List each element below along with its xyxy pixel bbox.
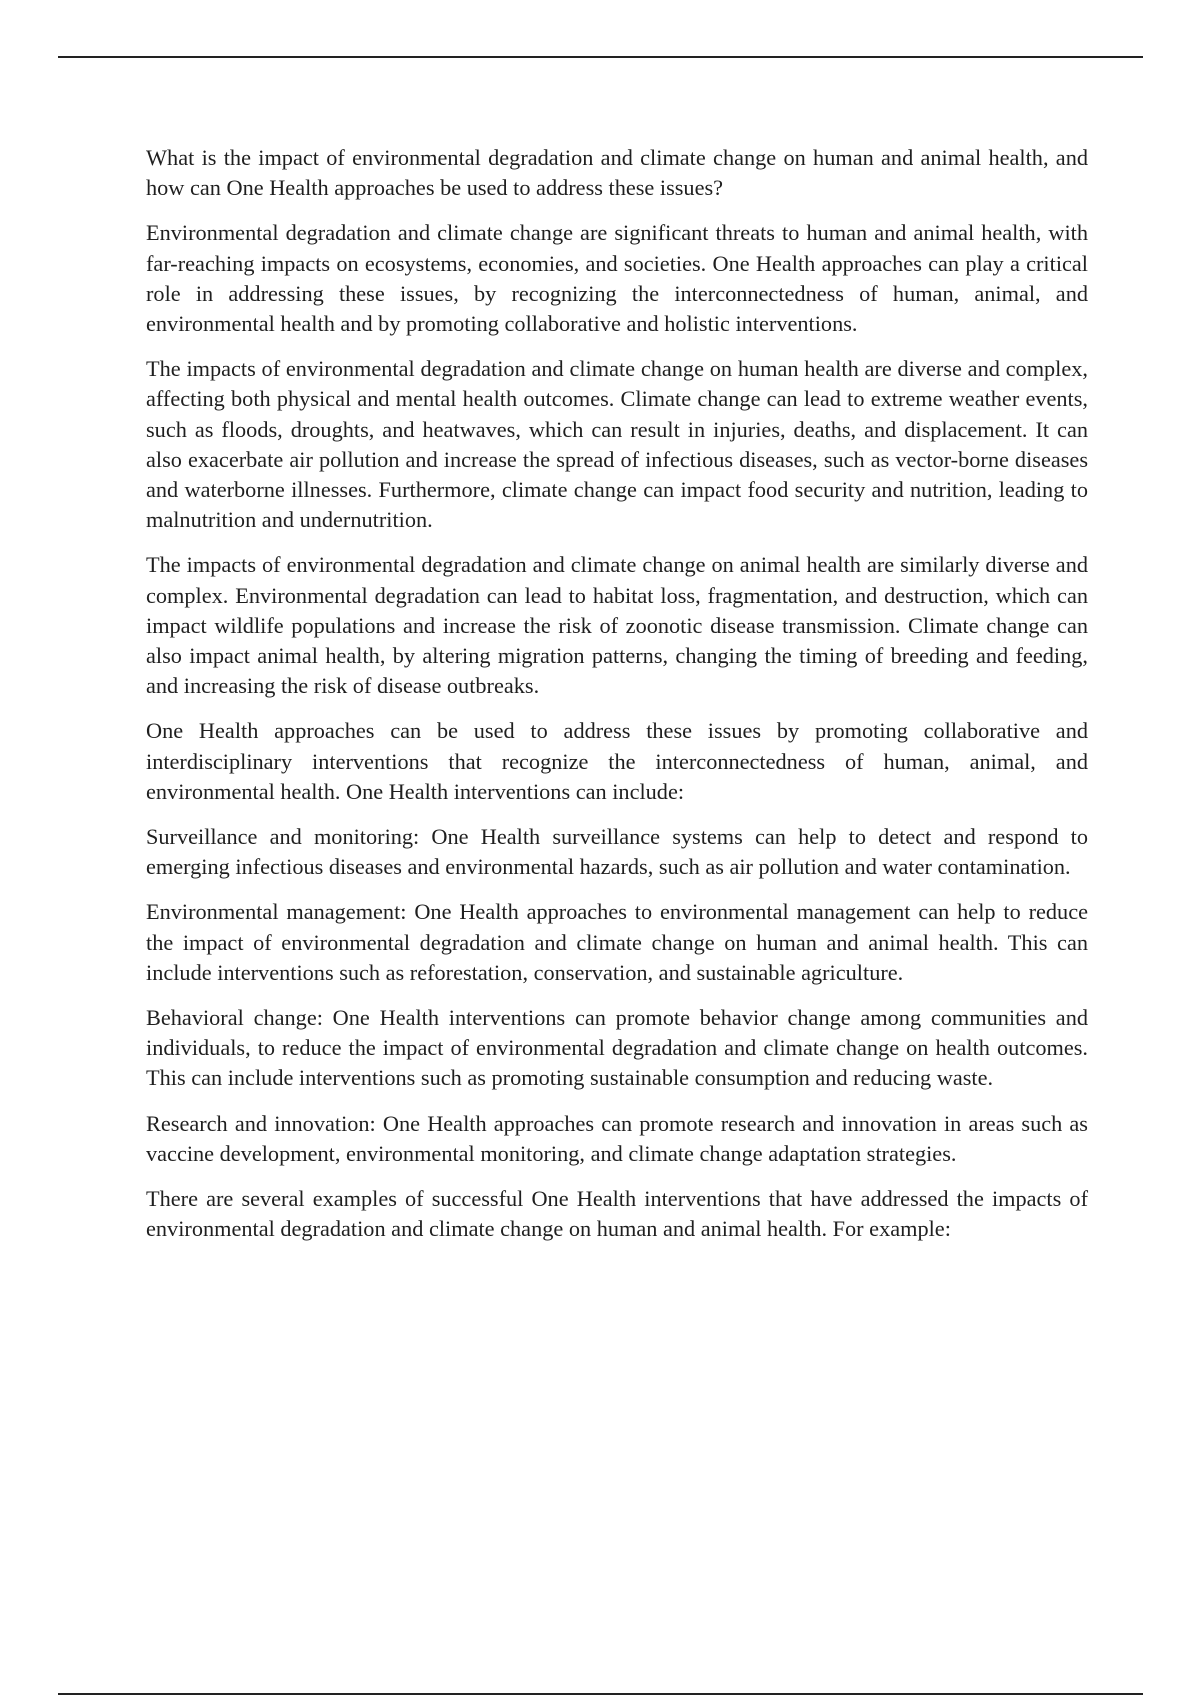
examples-paragraph: There are several examples of successful One Health interventions that have addressed the impacts of environmental degradation and climate change on human and animal health. For example: [146, 1186, 1088, 1242]
one-health-approaches-paragraph: One Health approaches can be used to address these issues by promoting collaborative and interdisciplinary interventions that recognize the interconnectedness of human, animal, and environmental health. One Health interventions can include: [146, 718, 1088, 804]
surveillance-paragraph: Surveillance and monitoring: One Health surveillance systems can help to detect and respond to emerging infectious diseases and environmental hazards, such as air pollution and water contamination. [146, 824, 1088, 880]
behavioral-change-paragraph: Behavioral change: One Health interventions can promote behavior change among communities and individuals, to reduce the impact of environmental degradation and climate change on health outcomes. This can include interventions such as promoting sustainable consumption and reducing waste. [146, 1005, 1088, 1091]
intro-paragraph: Environmental degradation and climate change are significant threats to human and animal health, with far-reaching impacts on ecosystems, economies, and societies. One Health approaches can play a critical role in addressing these issues, by recognizing the interconnectedness of human, animal, and environmental health and by promoting collaborative and holistic interventions. [146, 220, 1088, 337]
environmental-management-paragraph: Environmental management: One Health approaches to environmental management can help to reduce the impact of environmental degradation and climate change on human and animal health. This can include interventions such as reforestation, conservation, and sustainable agriculture. [146, 899, 1088, 985]
human-health-paragraph: The impacts of environmental degradation and climate change on human health are diverse and complex, affecting both physical and mental health outcomes. Climate change can lead to extreme weather events, such as floods, droughts, and heatwaves, which can result in injuries, deaths, and displacement. It can also exacerbate air pollution and increase the spread of infectious diseases, such as vector-borne diseases and waterborne illnesses. Furthermore, climate change can impact food security and nutrition, leading to malnutrition and undernutrition. [146, 356, 1088, 533]
document-body [146, 143, 1088, 1260]
top-divider [58, 56, 1143, 58]
research-innovation-paragraph: Research and innovation: One Health approaches can promote research and innovation in areas such as vaccine development, environmental monitoring, and climate change adaptation strategies. [146, 1110, 1088, 1166]
question-paragraph: What is the impact of environmental degradation and climate change on human and animal health, and how can One Health approaches be used to address these issues? [146, 145, 1088, 201]
bottom-divider [58, 1693, 1143, 1695]
animal-health-paragraph: The impacts of environmental degradation and climate change on animal health are similarly diverse and complex. Environmental degradation can lead to habitat loss, fragmentation, and destruction, which can impact wildlife populations and increase the risk of zoonotic disease transmission. Climate change can also impact animal health, by altering migration patterns, changing the timing of breeding and feeding, and increasing the risk of disease outbreaks. [146, 552, 1088, 699]
